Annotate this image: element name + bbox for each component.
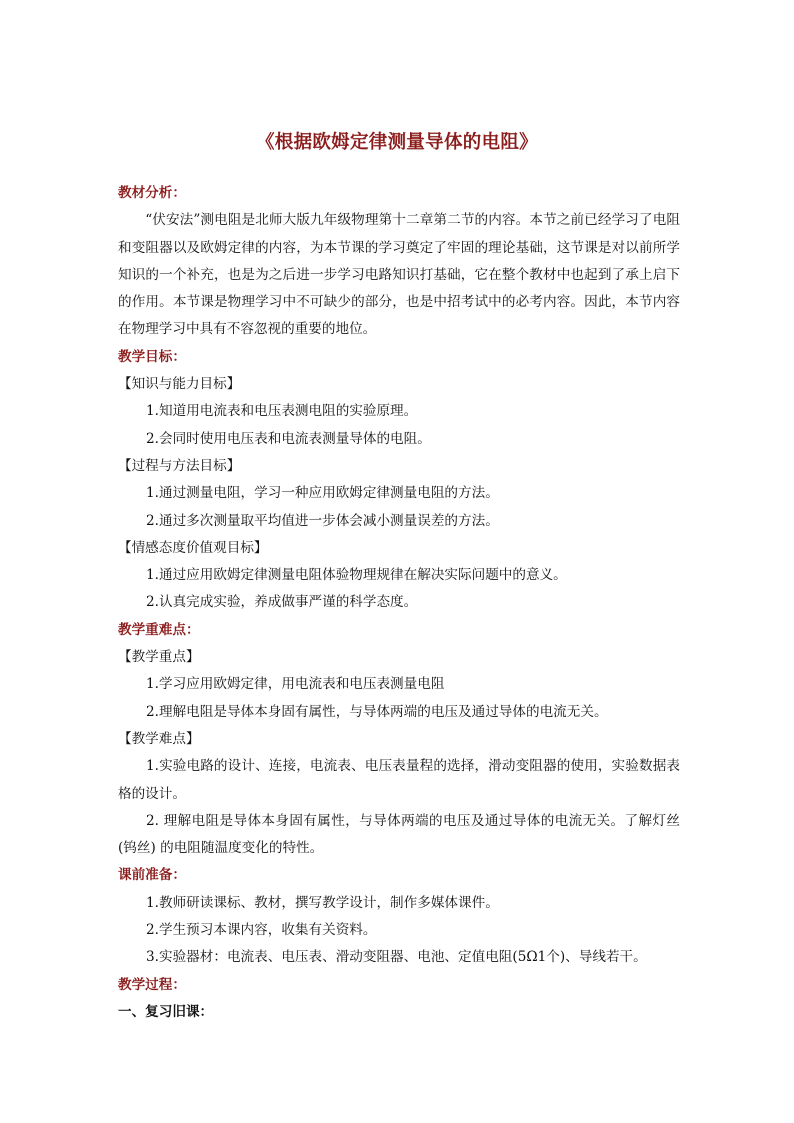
list-item: 1.通过测量电阻，学习一种应用欧姆定律测量电阻的方法。 — [146, 485, 499, 502]
list-item: 2.认真完成实验，养成做事严谨的科学态度。 — [146, 594, 418, 611]
list-item: 3.实验器材：电流表、电压表、滑动变阻器、电池、定值电阻(5Ω1个)、导线若干。 — [146, 949, 647, 966]
subheading-focus: 【教学重点】 — [118, 649, 200, 666]
list-item: 2. 理解电阻是导体本身固有属性，与导体两端的电压及通过导体的电流无关。了解灯丝(钨丝) 的电阻随温度变化的特性。 — [118, 812, 680, 857]
analysis-paragraph: “伏安法”测电阻是北师大版九年级物理第十二章第二节的内容。本节之前已经学习了电阻和变阻器以及欧姆定律的内容，为本节课的学习奠定了牢固的理论基础，这节课是对以前所学知识的一个补充，也是为之后进一步学习电路知识打基础，它在整个教材中也起到了承上启下的作用。本节课是物理学习中不可缺少的部分，也是中招考试中的必考内容。因此，本节内容在物理学习中具有不容忽视的重要的地位。 — [118, 212, 680, 338]
list-item: 2.理解电阻是导体本身固有属性，与导体两端的电压及通过导体的电流无关。 — [146, 703, 608, 720]
section-heading-preparation: 课前准备： — [118, 867, 186, 884]
section-heading-key-points: 教学重难点： — [118, 621, 200, 638]
page-title: 《根据欧姆定律测量导体的电阻》 — [255, 132, 538, 153]
subheading-process: 【过程与方法目标】 — [118, 457, 241, 474]
section-heading-process: 教学过程： — [118, 976, 186, 993]
list-item: 1.通过应用欧姆定律测量电阻体验物理规律在解决实际问题中的意义。 — [146, 567, 567, 584]
list-item: 1.教师研读课标、教材，撰写教学设计，制作多媒体课件。 — [146, 894, 499, 911]
list-item: 2.通过多次测量取平均值进一步体会减小测量误差的方法。 — [146, 512, 499, 529]
list-item: 1.知道用电流表和电压表测电阻的实验原理。 — [146, 403, 418, 420]
list-item: 2.学生预习本课内容，收集有关资料。 — [146, 922, 377, 939]
document-body — [118, 180, 680, 1026]
list-item: 1.学习应用欧姆定律，用电流表和电压表测量电阻 — [146, 676, 445, 693]
list-item: 1.实验电路的设计、连接，电流表、电压表量程的选择，滑动变阻器的使用，实验数据表格的设计。 — [118, 758, 680, 802]
subsection-review: 一、复习旧课： — [118, 1003, 214, 1020]
subheading-emotion: 【情感态度价值观目标】 — [118, 539, 268, 556]
subheading-knowledge: 【知识与能力目标】 — [118, 376, 241, 393]
list-item: 2.会同时使用电压表和电流表测量导体的电阻。 — [146, 430, 431, 447]
section-heading-analysis: 教材分析： — [118, 185, 186, 201]
subheading-difficulty: 【教学难点】 — [118, 730, 200, 747]
section-heading-goals: 教学目标： — [118, 348, 186, 365]
